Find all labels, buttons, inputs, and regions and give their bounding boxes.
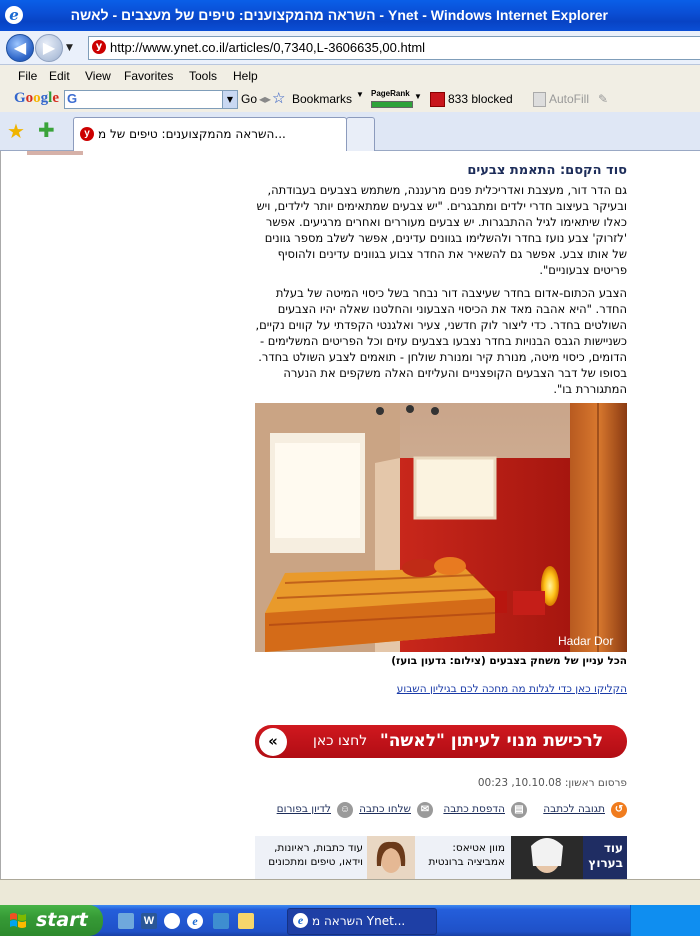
article-tools	[255, 803, 627, 823]
article-subheading: סוד הקסם: התאמת צבעים	[467, 163, 627, 178]
woman-portrait-thumbnail	[511, 836, 583, 879]
menu-bar	[0, 65, 700, 87]
banner-text: לרכישת מנוי לעיתון "לאשה"	[379, 731, 603, 751]
favorites-star-icon[interactable]: ★	[7, 119, 25, 143]
quicklaunch-app-icon[interactable]	[213, 913, 229, 929]
bookmarks-button[interactable]: Bookmarks	[292, 92, 353, 106]
quicklaunch-desktop-icon[interactable]	[118, 913, 134, 929]
forward-button[interactable]: ▶	[35, 34, 63, 62]
quicklaunch-word-icon[interactable]: W	[141, 913, 157, 929]
banner-click-label: לחצו כאן	[313, 733, 368, 749]
quicklaunch-folder-icon[interactable]	[238, 913, 254, 929]
menu-edit[interactable]: Edit	[49, 69, 70, 83]
popup-blocked-count[interactable]: 833 blocked	[448, 92, 513, 106]
toolbar-options-icon[interactable]: ✎	[598, 92, 609, 106]
print-link[interactable]: הדפסת כתבה	[443, 803, 505, 815]
new-tab-button[interactable]	[346, 117, 375, 151]
more-in-channel	[255, 836, 627, 879]
woman-portrait-thumbnail	[367, 836, 415, 879]
photo-caption: הכל עניין של משחק בצבעים (צילום: גדעון בועז)	[391, 655, 627, 667]
taskbar-item-ie[interactable]	[287, 908, 437, 935]
send-link[interactable]: שלחו כתבה	[359, 803, 411, 815]
window-title: השראה מהמקצוענים: טיפים של מעצבים - לאשה - Ynet - Windows Internet Explorer	[70, 7, 608, 23]
bookmark-star-icon: ☆	[272, 90, 286, 107]
talkback-link[interactable]: תגובה לכתבה	[543, 803, 605, 815]
more-item-1[interactable]: מוון אטיאס: אמביציה ברונטית	[428, 842, 505, 868]
pagerank-dropdown-icon[interactable]: ▼	[414, 92, 422, 101]
google-search-letter: G	[67, 91, 78, 106]
site-favicon-icon: y	[92, 40, 106, 54]
start-button[interactable]	[0, 905, 103, 936]
menu-tools[interactable]: Tools	[189, 69, 218, 83]
status-bar	[0, 879, 700, 906]
chevron-down-icon[interactable]: ▼	[222, 91, 237, 108]
ie-logo-icon: e	[5, 6, 23, 24]
address-input[interactable]	[88, 36, 700, 60]
send-icon: ✉	[417, 802, 433, 818]
google-search-input[interactable]	[64, 90, 238, 109]
article-paragraph: הצבע הכתום-אדום בחדר שעיצבה דור נבחר בשל כיסוי המיטה של בעלת החדר. "היא אהבה מאד את הכיסוי הצבעוני והחלטנו שאלה יהיו הצבעים השולטים בחדר. כדי ליצור לוק חדשני, צעיר ואלגנטי הקפדתי על קווים נקיים, כשניישות הגבס הבנויות בחדר נצבעו בצבעים עזים וכל הפריטים המשלימים - הדומים, כיסוי מיטה, מנורת קיר ומנורת שולחן - תואמים לצבע השולט בחדר. בסופו של דבר הצבעים הקופצניים והעליזים האלה משקפים את הנערה המתגוררת בו".	[255, 286, 627, 396]
forum-icon: ☺	[337, 802, 353, 818]
menu-file[interactable]: File	[18, 69, 38, 83]
tab-ynet[interactable]	[73, 117, 347, 151]
double-chevron-icon: «	[259, 728, 287, 756]
subscribe-link[interactable]: הקליקו כאן כדי לגלות מה מחכה לכם בגיליון השבוע	[396, 683, 627, 695]
tab-favicon-icon: y	[80, 127, 94, 141]
header-strip	[27, 151, 83, 155]
add-favorites-icon[interactable]: ✚	[38, 118, 55, 142]
taskbar-item-label: השראה מ Ynet...	[312, 914, 406, 928]
article-photo	[255, 403, 627, 652]
ie-small-icon: e	[293, 913, 308, 928]
print-icon: ▤	[511, 802, 527, 818]
google-toolbar	[0, 87, 700, 113]
subscribe-banner[interactable]	[255, 725, 627, 758]
bedroom-photo-illustration	[255, 403, 627, 652]
menu-help[interactable]: Help	[233, 69, 258, 83]
publish-date: פרסום ראשון: 10.10.08, 00:23	[477, 777, 627, 789]
pagerank-label: PageRank	[371, 89, 410, 98]
thumbnail-image[interactable]	[511, 836, 583, 879]
thumbnail-image[interactable]	[367, 836, 415, 879]
tab-title: השראה מהמקצוענים: טיפים של מ...	[98, 127, 286, 141]
google-logo: Google	[14, 90, 60, 106]
address-url: http://www.ynet.co.il/articles/0,7340,L-3606635,00.html	[110, 40, 426, 55]
more-item-2[interactable]: עוד כתבות, ראיונות, וידאו, טיפים ומתכונים	[268, 842, 363, 868]
bookmarks-dropdown-icon[interactable]: ▼	[356, 90, 364, 99]
popup-blocker-icon	[430, 92, 445, 107]
window-title-bar[interactable]	[0, 0, 700, 31]
forum-link[interactable]: לדיון בפורום	[276, 803, 331, 815]
photo-watermark: Hadar Dor	[558, 634, 614, 648]
quicklaunch-media-icon[interactable]	[164, 913, 180, 929]
start-label: start	[36, 909, 88, 931]
toolbar-separator-icon: ◂▸	[259, 92, 272, 106]
tab-bar	[0, 112, 700, 151]
pagerank-bar	[371, 101, 413, 108]
taskbar	[0, 905, 700, 936]
more-in-channel-tag: עוד בערוץ	[583, 836, 627, 879]
windows-flag-icon	[9, 912, 27, 929]
article-paragraph: גם הדר דור, מעצבת ואדריכלית פנים מרעננה, משתמש בצבעים בעבודתה, ובעיקר בעיצוב חדרי ילדים ומתבגרים. "יש צבעים שמתאימים יותר לילדים, ויש כאלו שיתאימו לגיל ההתבגרות. יש צבעים מעוררים ואחרים מרגיעים. אפשר 'לזרוק' צבע נועז בחדר ולהשלימו בגוונים עדינים, אפשר לשלב מספר גוונים של אותו צבע. אפשר גם להשאיר את החדר צבוע בגוונים עדינים ולהוסיף פריטים צבעוניים".	[256, 183, 627, 277]
menu-view[interactable]: View	[85, 69, 111, 83]
system-tray	[630, 905, 700, 936]
menu-favorites[interactable]: Favorites	[124, 69, 174, 83]
recent-pages-dropdown-icon[interactable]: ▼	[66, 43, 73, 53]
address-toolbar	[0, 31, 700, 65]
google-go-button[interactable]: Go	[241, 92, 258, 106]
talkback-icon: ↺	[611, 802, 627, 818]
quicklaunch-ie-icon[interactable]: e	[187, 913, 203, 929]
autofill-icon	[533, 92, 546, 107]
autofill-button[interactable]: AutoFill	[549, 92, 590, 106]
back-button[interactable]: ◀	[6, 34, 34, 62]
